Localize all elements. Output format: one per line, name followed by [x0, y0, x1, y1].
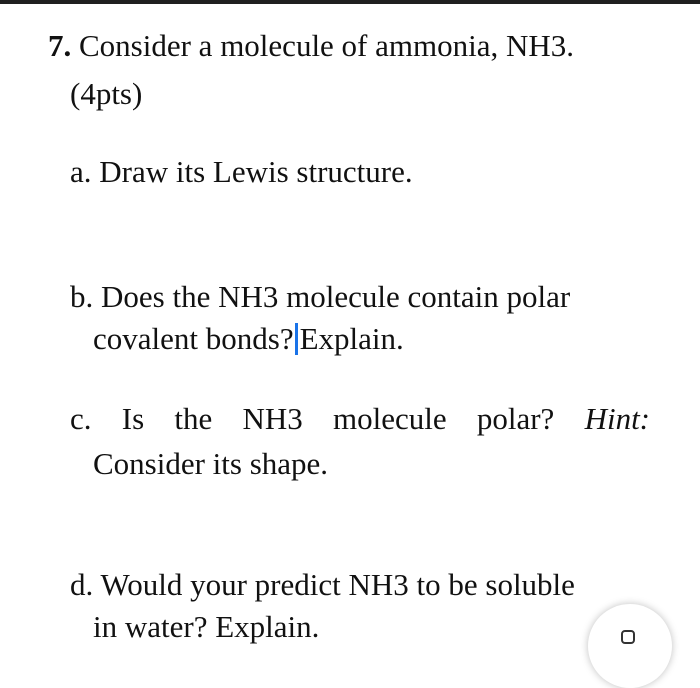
top-border [0, 0, 700, 4]
part-d-line1: d. Would your predict NH3 to be soluble [70, 567, 575, 602]
part-d-line2: in water? Explain. [93, 609, 320, 644]
question-number: 7. [48, 28, 72, 63]
part-c-line1: c. Is the NH3 molecule polar? Hint: [70, 401, 650, 436]
floating-action-button[interactable] [588, 604, 672, 688]
hint-label: Hint: [584, 401, 650, 436]
text-cursor [295, 323, 298, 355]
question-points: (4pts) [70, 76, 143, 111]
question-title: 7. Consider a molecule of ammonia, NH3. [48, 28, 575, 63]
part-a: a. Draw its Lewis structure. [70, 154, 413, 189]
part-b-line2: covalent bonds? Explain. [93, 321, 404, 356]
part-b-line1: b. Does the NH3 molecule contain polar [70, 279, 571, 314]
part-c-line2: Consider its shape. [93, 446, 329, 481]
chat-icon [621, 630, 635, 644]
